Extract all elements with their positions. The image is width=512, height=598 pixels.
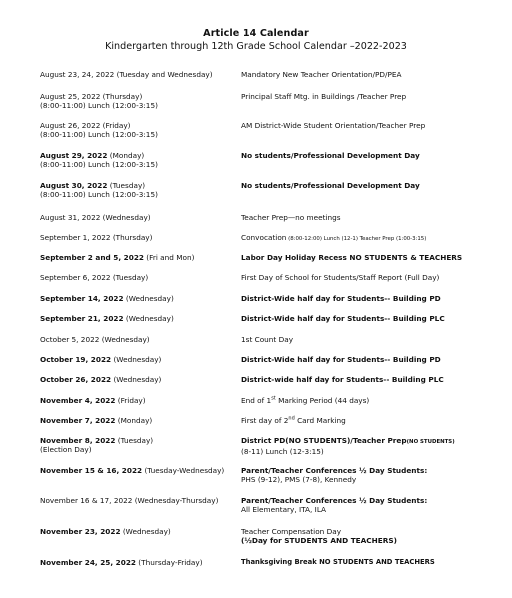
- row-day: (Wednesday): [99, 335, 150, 344]
- row-date: November 15 & 16, 2022: [40, 466, 143, 475]
- row-event-line2: (½Day for STUDENTS AND TEACHERS): [241, 536, 397, 546]
- row-event: Labor Day Holiday Recess: [241, 253, 347, 262]
- row-day: (Wednesday): [120, 527, 171, 536]
- row-day: (Friday): [100, 121, 131, 130]
- row-day: (Wednesday): [100, 213, 151, 222]
- row-event: District-Wide half day for Students-- Building PD: [241, 294, 441, 303]
- row-date: September 21, 2022: [40, 314, 124, 323]
- row-event: District PD(NO STUDENTS)/Teacher Prep: [241, 436, 407, 445]
- row-date: September 6, 2022: [40, 273, 111, 282]
- row-day: (Tuesday): [107, 181, 146, 190]
- row-event: First day of 2: [241, 416, 289, 425]
- row-date: September 14, 2022: [40, 294, 124, 303]
- row-time: (8:00-11:00) Lunch (12:00-3:15): [40, 101, 158, 111]
- row-day: (Tuesday and Wednesday): [114, 70, 213, 79]
- row-event: Mandatory New Teacher Orientation/PD/PEA: [241, 70, 402, 79]
- row-event-detail: (NO STUDENTS): [406, 439, 455, 445]
- row-event: Parent/Teacher Conferences ½ Day Students:: [241, 496, 428, 505]
- row-date: September 2 and 5, 2022: [40, 253, 144, 262]
- row-day: (Friday): [115, 396, 146, 405]
- row-day: (Wednesday-Thursday): [132, 496, 219, 505]
- row-date: August 30, 2022: [40, 181, 108, 190]
- row-day: (Tuesday): [110, 273, 149, 282]
- row-date: October 26, 2022: [40, 375, 112, 384]
- document-subtitle: Kindergarten through 12th Grade School Calendar –2022-2023: [105, 41, 407, 52]
- row-day: (Wednesday): [123, 294, 174, 303]
- row-time: (Election Day): [40, 445, 92, 455]
- row-event: First Day of School for Students/Staff Report (Full Day): [241, 273, 440, 282]
- row-date: November 24, 25, 2022: [40, 558, 136, 567]
- row-day: (Monday): [115, 416, 153, 425]
- row-date: September 1, 2022: [40, 233, 111, 242]
- row-event: AM District-Wide Student Orientation/Teacher Prep: [241, 121, 426, 130]
- row-event: Convocation: [241, 233, 287, 242]
- row-event-superscript: nd: [288, 415, 295, 422]
- row-event-line2: All Elementary, ITA, ILA: [241, 505, 327, 515]
- row-day: (Fri and Mon): [143, 253, 195, 262]
- row-day: (Thursday): [100, 92, 143, 101]
- row-date: November 7, 2022: [40, 416, 116, 425]
- row-event: Teacher Compensation Day: [241, 527, 342, 536]
- row-event: Principal Staff Mtg. in Buildings /Teacher Prep: [241, 92, 407, 101]
- row-time: (8:00-11:00) Lunch (12:00-3:15): [40, 160, 158, 170]
- row-date: November 4, 2022: [40, 396, 116, 405]
- row-date: August 29, 2022: [40, 151, 108, 160]
- row-day: (Wednesday): [123, 314, 174, 323]
- document-title: Article 14 Calendar: [203, 28, 309, 39]
- row-event: No students/Professional Development Day: [241, 151, 420, 160]
- row-event: District-Wide half day for Students-- Building PLC: [241, 314, 445, 323]
- row-date: November 16 & 17, 2022: [40, 496, 133, 505]
- row-event: Thanksgiving Break NO STUDENTS AND TEACHERS: [241, 558, 435, 566]
- row-date: August 26, 2022: [40, 121, 101, 130]
- row-day: (Tuesday-Wednesday): [142, 466, 225, 475]
- row-event-rest: Marking Period (44 days): [275, 396, 370, 405]
- row-event-emphasis: NO STUDENTS & TEACHERS: [346, 253, 463, 262]
- row-day: (Monday): [107, 151, 145, 160]
- row-event: Parent/Teacher Conferences ½ Day Students:: [241, 466, 428, 475]
- row-time: (8:00-11:00) Lunch (12:00-3:15): [40, 130, 158, 140]
- row-event-detail: (8:00-12:00) Lunch (12-1) Teacher Prep (1:00-3:15): [286, 236, 427, 242]
- row-event: District-wide half day for Students-- Building PLC: [241, 375, 444, 384]
- row-date: November 8, 2022: [40, 436, 116, 445]
- row-event-line2: PHS (9-12), PMS (7-8), Kennedy: [241, 475, 357, 485]
- row-date: October 5, 2022: [40, 335, 100, 344]
- row-event: Teacher Prep—no meetings: [241, 213, 341, 222]
- row-date: August 31, 2022: [40, 213, 101, 222]
- row-date: October 19, 2022: [40, 355, 112, 364]
- row-event: End of 1: [241, 396, 272, 405]
- row-day: (Thursday-Friday): [135, 558, 203, 567]
- row-event: 1st Count Day: [241, 335, 294, 344]
- row-event-superscript: st: [271, 395, 276, 402]
- row-time: (8:00-11:00) Lunch (12:00-3:15): [40, 190, 158, 200]
- row-date: August 25, 2022: [40, 92, 101, 101]
- row-event: District-Wide half day for Students-- Building PD: [241, 355, 441, 364]
- row-event: No students/Professional Development Day: [241, 181, 420, 190]
- row-day: (Tuesday): [115, 436, 154, 445]
- row-day: (Thursday): [110, 233, 153, 242]
- row-day: (Wednesday): [111, 375, 162, 384]
- row-event-line2: (8-11) Lunch (12-3:15): [241, 447, 324, 457]
- row-date: November 23, 2022: [40, 527, 121, 536]
- row-day: (Wednesday): [111, 355, 162, 364]
- row-event-rest: Card Marking: [294, 416, 346, 425]
- row-date: August 23, 24, 2022: [40, 70, 115, 79]
